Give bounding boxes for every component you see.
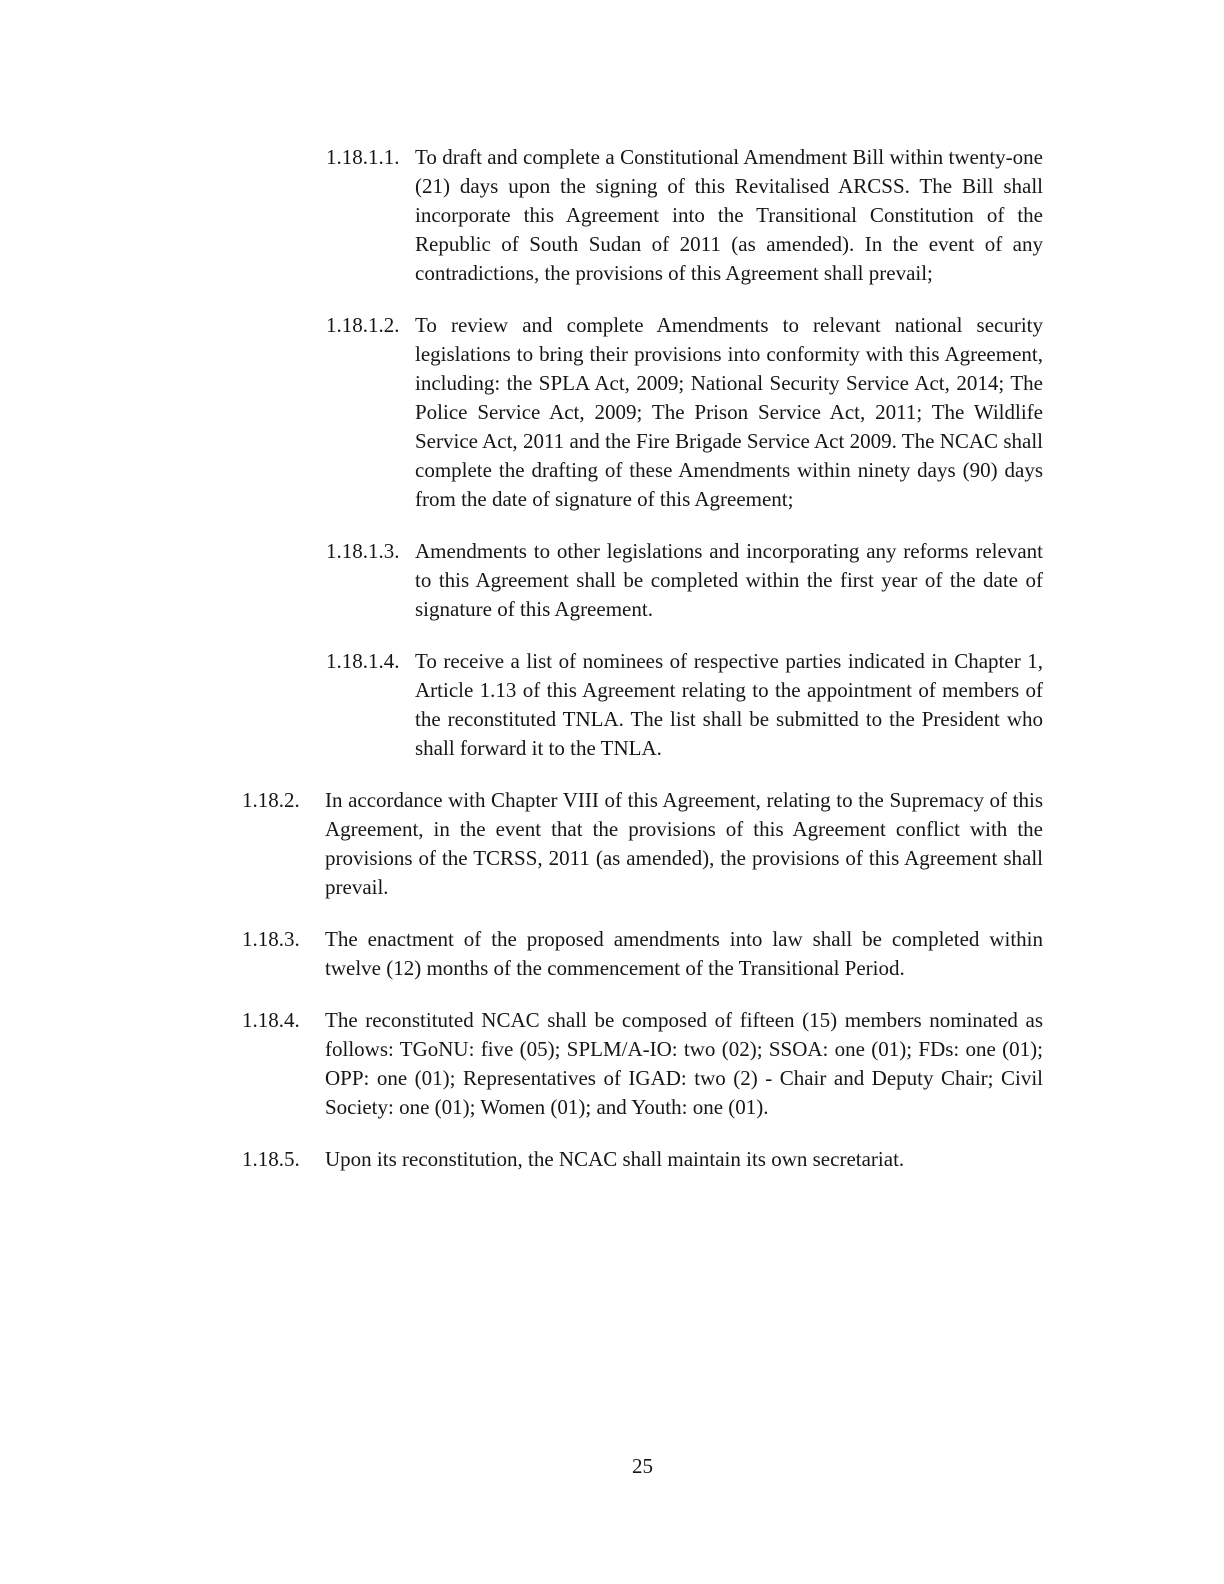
- clause-text: To receive a list of nominees of respective parties indicated in Chapter 1, Article 1.13 of this Agreement relating to the appointment of members of the reconstituted TNLA. The list shall be submitted to the President who shall forward it to the TNLA.: [415, 649, 1043, 760]
- clause-number: 1.18.1.4.: [326, 649, 400, 673]
- clause-text: The reconstituted NCAC shall be composed of fifteen (15) members nominated as follows: TGoNU: five (05); SPLM/A-IO: two (02); SSOA: one (01); FDs: one (01); OPP: one (01); Representatives of IGAD: two (2) - Chair and Deputy Chair; Civil Society: one (01); Women (01); and Youth: one (01).: [325, 1008, 1043, 1119]
- clause-1-18-2: [242, 786, 1043, 902]
- clause-text: In accordance with Chapter VIII of this Agreement, relating to the Supremacy of this Agreement, in the event that the provisions of this Agreement conflict with the provisions of the TCRSS, 2011 (as amended), the provisions of this Agreement shall prevail.: [325, 788, 1043, 899]
- clause-number: 1.18.1.3.: [326, 539, 400, 563]
- clause-number: 1.18.1.1.: [326, 145, 400, 169]
- document-body: [242, 143, 1043, 1174]
- clause-1-18-3: [242, 925, 1043, 983]
- clause-text: Upon its reconstitution, the NCAC shall maintain its own secretariat.: [325, 1147, 905, 1171]
- clause-text: To review and complete Amendments to relevant national security legislations to bring their provisions into conformity with this Agreement, including: the SPLA Act, 2009; National Security Service Act, 2014; The Police Service Act, 2009; The Prison Service Act, 2011; The Wildlife Service Act, 2011 and the Fire Brigade Service Act 2009. The NCAC shall complete the drafting of these Amendments within ninety days (90) days from the date of signature of this Agreement;: [415, 313, 1043, 511]
- clause-text: Amendments to other legislations and incorporating any reforms relevant to this Agreement shall be completed within the first year of the date of signature of this Agreement.: [415, 539, 1043, 621]
- clause-number: 1.18.3.: [242, 927, 300, 951]
- clause-1-18-1-4: [326, 647, 1043, 763]
- page-footer: [242, 1452, 1043, 1481]
- clause-text: To draft and complete a Constitutional Amendment Bill within twenty-one (21) days upon the signing of this Revitalised ARCSS. The Bill shall incorporate this Agreement into the Transitional Constitution of the Republic of South Sudan of 2011 (as amended). In the event of any contradictions, the provisions of this Agreement shall prevail;: [415, 145, 1043, 285]
- clause-1-18-1-1: [326, 143, 1043, 288]
- clause-1-18-1-2: [326, 311, 1043, 514]
- clause-text: The enactment of the proposed amendments into law shall be completed within twelve (12) months of the commencement of the Transitional Period.: [325, 927, 1043, 980]
- page-number: 25: [632, 1454, 653, 1478]
- clause-number: 1.18.5.: [242, 1147, 300, 1171]
- clause-number: 1.18.2.: [242, 788, 300, 812]
- clause-1-18-5: [242, 1145, 1043, 1174]
- clause-1-18-4: [242, 1006, 1043, 1122]
- clause-number: 1.18.1.2.: [326, 313, 400, 337]
- clause-number: 1.18.4.: [242, 1008, 300, 1032]
- clause-1-18-1-3: [326, 537, 1043, 624]
